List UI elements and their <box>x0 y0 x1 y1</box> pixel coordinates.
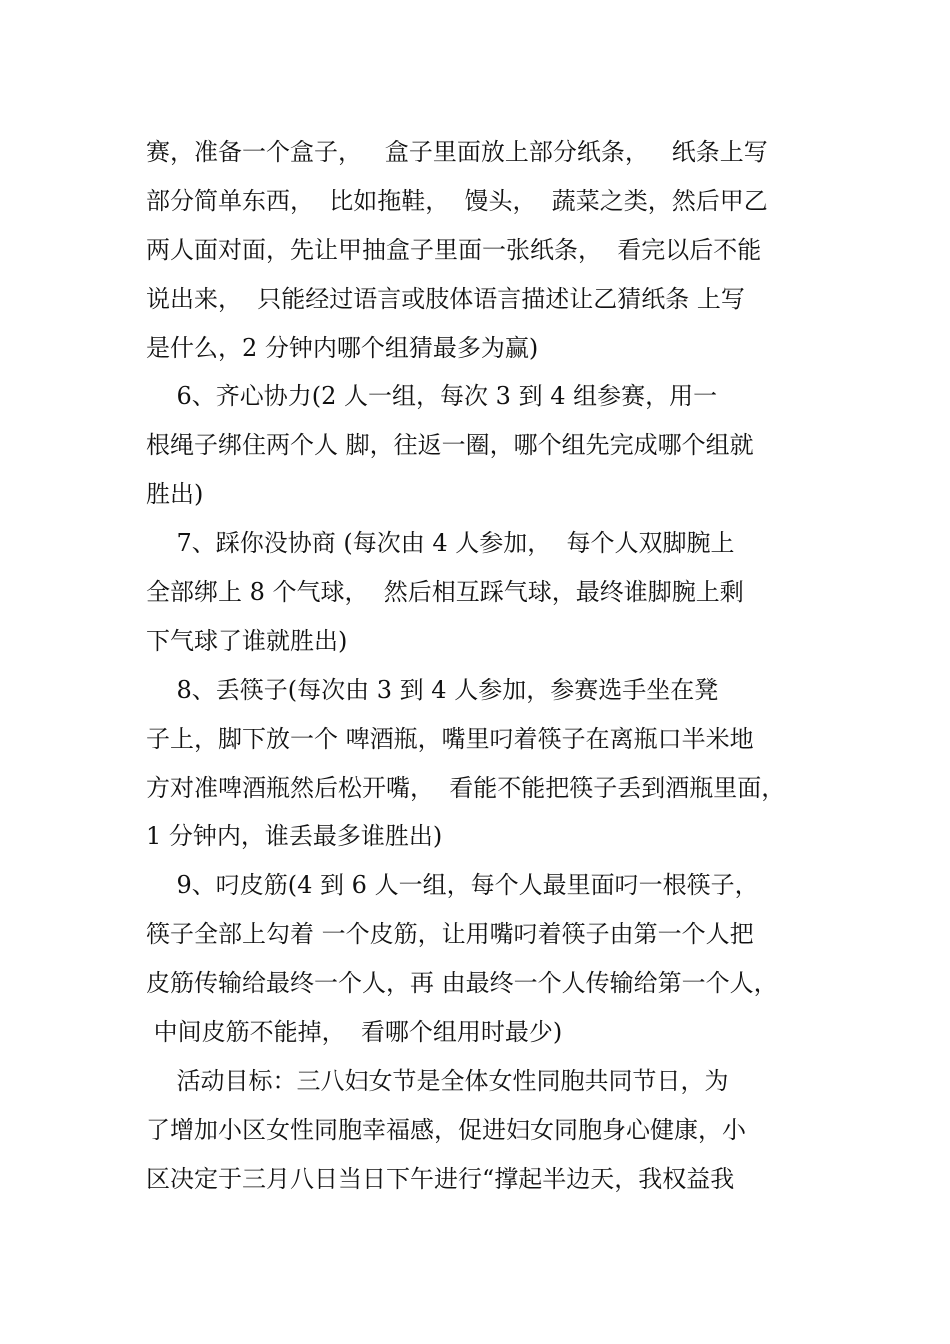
text-line: 中间皮筋不能掉， 看哪个组用时最少) <box>146 1018 563 1047</box>
text-line: 是什么，2 分钟内哪个组猜最多为赢) <box>146 333 539 362</box>
text-line: 7、踩你没协商 (每次由 4 人参加， 每个人双脚腕上 <box>146 529 735 558</box>
text-line: 下气球了谁就胜出) <box>146 626 348 655</box>
text-line: 了增加小区女性同胞幸福感，促进妇女同胞身心健康，小 <box>146 1115 746 1144</box>
text-line: 方对准啤酒瓶然后松开嘴， 看能不能把筷子丢到酒瓶里面， <box>146 773 786 802</box>
text-line: 区决定于三月八日当日下午进行“撑起半边天，我权益我 <box>146 1164 735 1193</box>
text-line: 皮筋传输给最终一个人，再 由最终一个人传输给第一个人， <box>146 969 778 998</box>
text-line: 子上，脚下放一个 啤酒瓶，嘴里叼着筷子在离瓶口半米地 <box>146 724 754 753</box>
text-line: 1 分钟内，谁丢最多谁胜出) <box>146 822 443 851</box>
text-line: 赛，准备一个盒子， 盒子里面放上部分纸条， 纸条上写 <box>146 138 768 166</box>
text-line: 筷子全部上勾着 一个皮筋，让用嘴叼着筷子由第一个人把 <box>146 920 754 949</box>
text-line: 全部绑上 8 个气球， 然后相互踩气球，最终谁脚腕上剩 <box>146 578 744 607</box>
text-line: 根绳子绑住两个人 脚，往返一圈，哪个组先完成哪个组就 <box>146 431 754 460</box>
text-line: 说出来， 只能经过语言或肢体语言描述让乙猜纸条 上写 <box>146 284 745 313</box>
text-line: 两人面对面，先让甲抽盒子里面一张纸条， 看完以后不能 <box>146 235 762 264</box>
text-line: 6、齐心协力(2 人一组，每次 3 到 4 组参赛，用一 <box>146 382 718 411</box>
text-line: 9、叼皮筋(4 到 6 人一组，每个人最里面叼一根筷子， <box>146 871 759 900</box>
document-body <box>146 128 826 1204</box>
text-line: 活动目标：三八妇女节是全体女性同胞共同节日，为 <box>146 1066 729 1095</box>
text-line: 8、丢筷子(每次由 3 到 4 人参加，参赛选手坐在凳 <box>146 675 719 704</box>
text-line: 胜出) <box>146 480 204 509</box>
text-line: 部分简单东西， 比如拖鞋， 馒头， 蔬菜之类，然后甲乙 <box>146 186 768 215</box>
